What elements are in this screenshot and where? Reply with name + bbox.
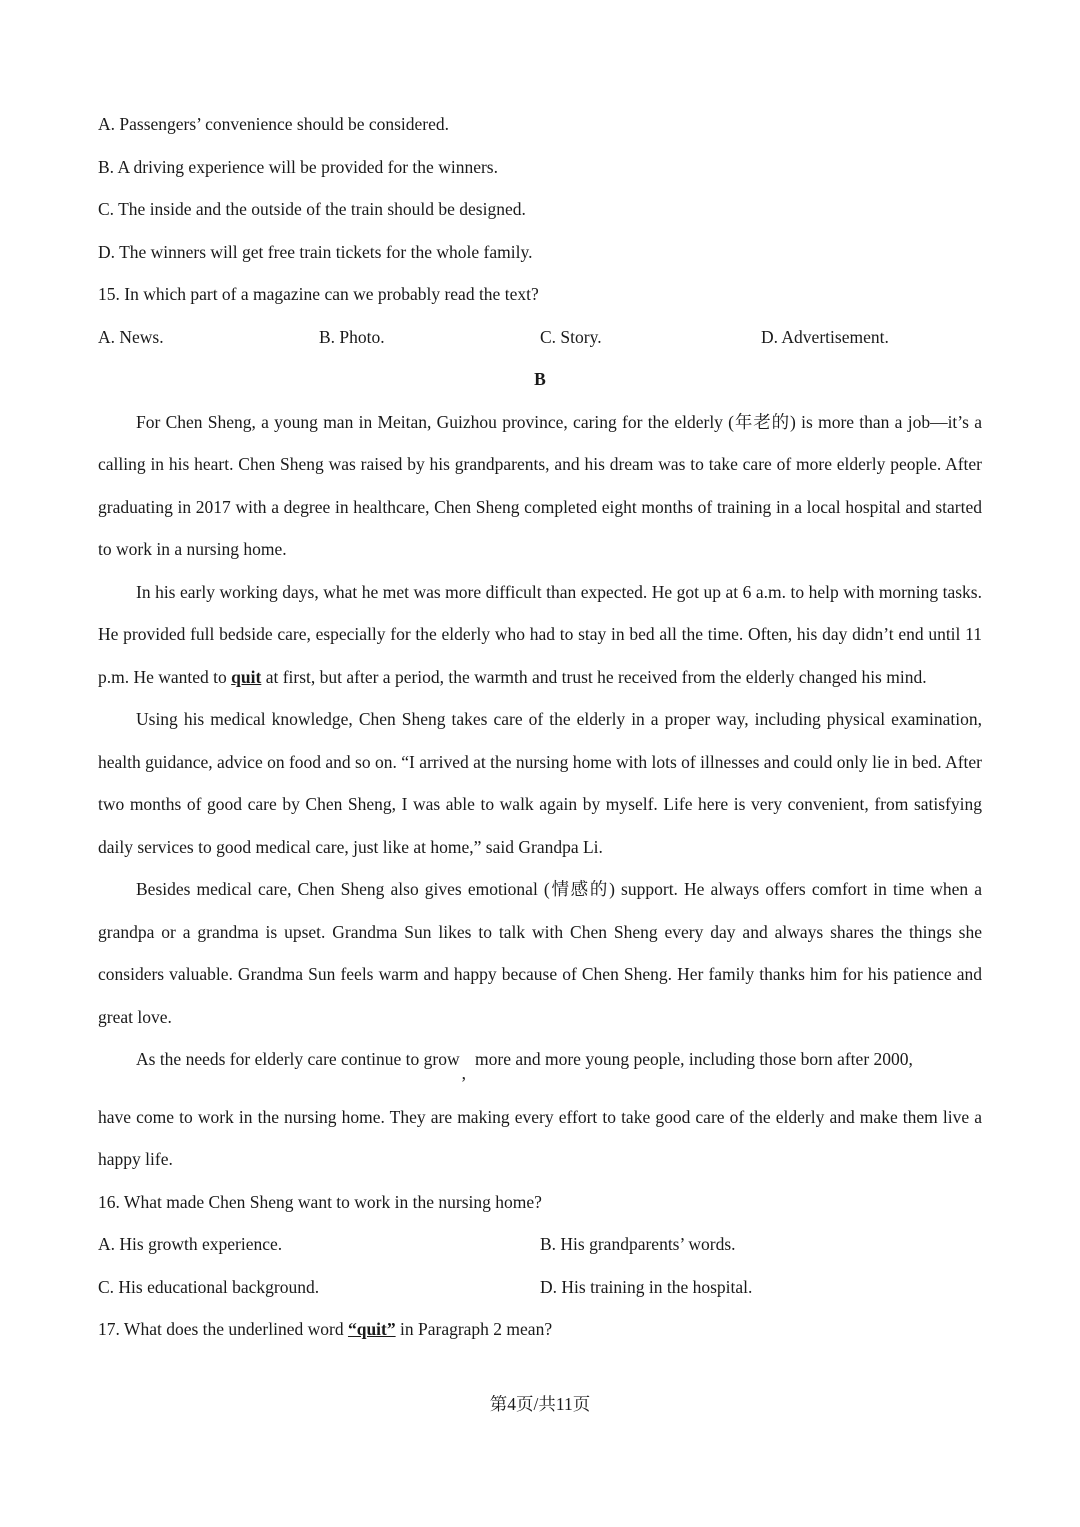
q15-option-c: C. Story. bbox=[540, 326, 602, 347]
q16-options-row-1 bbox=[98, 1223, 982, 1266]
q15-option-b: B. Photo. bbox=[319, 326, 385, 347]
q17-suffix: in Paragraph 2 mean? bbox=[395, 1319, 553, 1339]
q17-question bbox=[98, 1308, 982, 1351]
p5-comma: , bbox=[461, 1063, 467, 1083]
q15-question: 15. In which part of a magazine can we probably read the text? bbox=[98, 284, 539, 304]
q14-option-a: A. Passengers’ convenience should be considered. bbox=[98, 114, 450, 134]
exam-page bbox=[98, 103, 982, 1351]
passage-paragraph-5-line-1 bbox=[98, 1038, 982, 1081]
q14-option-d: D. The winners will get free train tickets for the whole family. bbox=[98, 241, 533, 262]
q15-option-d: D. Advertisement. bbox=[761, 326, 889, 347]
q14-option-b: B. A driving experience will be provided for the winners. bbox=[98, 156, 498, 177]
passage-paragraph-5-rest: have come to work in the nursing home. They are making every effort to take good care of the elderly and make them live a happy life. bbox=[98, 1106, 982, 1169]
p2-text-before: In his early working days, what he met was more difficult than expected. He got up at 6 a.m. to help with morning tasks. He provided full bedside care, especially for the elderly who had to stay in bed all the time. Often, his day didn’t end until 11 p.m. He wanted to bbox=[98, 581, 982, 687]
q16-option-a: A. His growth experience. bbox=[98, 1234, 283, 1254]
page-footer: 第4页/共11页 bbox=[489, 1394, 591, 1414]
q16-options-row-2 bbox=[98, 1266, 982, 1309]
q16-option-d: D. His training in the hospital. bbox=[540, 1276, 753, 1297]
q15-options bbox=[98, 316, 982, 359]
q15-option-a: A. News. bbox=[98, 326, 164, 347]
passage-paragraph-1: For Chen Sheng, a young man in Meitan, Guizhou province, caring for the elderly (年老的) is more than a job—it’s a calling in his heart. Chen Sheng was raised by his grandparents, and his dream was to take care of more elderly people. After graduating in 2017 with a degree in healthcare, Chen Sheng completed eight months of training in a local hospital and started to work in a nursing home. bbox=[98, 411, 982, 559]
q16-question: 16. What made Chen Sheng want to work in the nursing home? bbox=[98, 1191, 542, 1212]
p5-text-after: more and more young people, including those born after 2000, bbox=[475, 1049, 913, 1069]
passage-paragraph-4: Besides medical care, Chen Sheng also gives emotional (情感的) support. He always offers comfort in time when a grandpa or a grandma is upset. Grandma Sun likes to talk with Chen Sheng every day and always shares the things she considers valuable. Grandma Sun feels warm and happy because of Chen Sheng. Her family thanks him for his patience and great love. bbox=[98, 879, 982, 1027]
passage-paragraph-3: Using his medical knowledge, Chen Sheng takes care of the elderly in a proper way, including physical examination, health guidance, advice on food and so on. “I arrived at the nursing home with lots of illnesses and could only lie in bed. After two months of good care by Chen Sheng, I was able to walk again by myself. Life here is very convenient, from satisfying daily services to good medical care, just like at home,” said Grandpa Li. bbox=[98, 709, 983, 857]
q17-prefix: 17. What does the underlined word bbox=[98, 1319, 348, 1339]
underlined-word-quit: quit bbox=[231, 666, 262, 687]
section-title: B bbox=[534, 369, 546, 389]
q16-option-c: C. His educational background. bbox=[98, 1276, 320, 1297]
q16-option-b: B. His grandparents’ words. bbox=[540, 1234, 736, 1254]
q14-option-c: C. The inside and the outside of the train should be designed. bbox=[98, 199, 526, 219]
passage-paragraph-2 bbox=[98, 571, 982, 699]
q17-underlined-word: “quit” bbox=[347, 1319, 396, 1339]
p5-text-before: As the needs for elderly care continue to grow bbox=[136, 1049, 460, 1069]
p2-text-after: at first, but after a period, the warmth and trust he received from the elderly changed his mind. bbox=[261, 666, 927, 687]
